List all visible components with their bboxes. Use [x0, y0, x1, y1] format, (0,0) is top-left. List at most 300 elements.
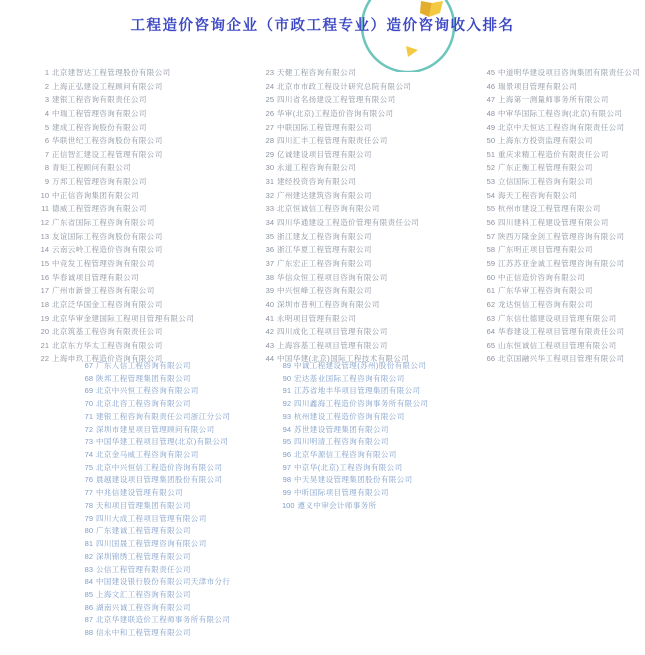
ranking-row [486, 161, 640, 175]
ranking-row [486, 216, 640, 230]
rank-number: 3 [44, 95, 49, 105]
rank-number: 69 [84, 386, 93, 396]
company-name: 深圳市建星项目管理顾问有限公司 [96, 424, 215, 434]
rank-number: 44 [265, 354, 274, 364]
company-name: 中国建设银行股份有限公司天津市分行 [96, 577, 231, 587]
ranking-row [84, 627, 230, 640]
company-name: 宏达基业国际工程咨询有限公司 [294, 373, 405, 383]
company-name: 广东省国际工程咨询有限公司 [52, 218, 155, 228]
rank-number: 45 [486, 68, 495, 77]
company-name: 深圳市普利工程咨询有限公司 [277, 299, 380, 309]
rank-number: 86 [84, 602, 93, 612]
company-name: 北京泛华国金工程咨询有限公司 [52, 299, 163, 309]
company-name: 北京北咨工程咨询有限公司 [96, 399, 191, 409]
ranking-row [486, 339, 640, 353]
rank-number: 2 [44, 81, 49, 91]
company-name: 中国华建工程项目管理(北京)有限公司 [96, 437, 229, 447]
rank-number: 42 [265, 327, 274, 337]
company-name: 友谊国际工程咨询股份有限公司 [52, 231, 163, 241]
company-name: 陕邦工程管理集团有限公司 [96, 373, 191, 383]
ranking-row [265, 230, 419, 244]
rank-number: 75 [84, 462, 93, 472]
ranking-row [40, 66, 194, 80]
company-name: 北京建智达工程管理股份有限公司 [52, 68, 171, 77]
ranking-row [84, 513, 230, 526]
ranking-row [84, 525, 230, 538]
ranking-row [84, 538, 230, 551]
ranking-row [265, 325, 419, 339]
ranking-row [40, 284, 194, 298]
ranking-row [84, 436, 230, 449]
rank-number: 7 [44, 149, 49, 159]
company-name: 德威工程管理咨询有限公司 [52, 204, 147, 214]
ranking-row [265, 80, 419, 94]
company-name: 北京中兴恒工程咨询有限公司 [96, 386, 199, 396]
ranking-row [282, 487, 428, 500]
rank-number: 13 [40, 231, 49, 241]
company-name: 上海容基工程项目管理有限公司 [277, 340, 388, 350]
ranking-row [282, 449, 428, 462]
rank-number: 33 [265, 204, 274, 214]
rank-number: 62 [486, 299, 495, 309]
company-name: 广东明正项目管理有限公司 [498, 245, 593, 255]
ranking-row [282, 411, 428, 424]
ranking-row [282, 474, 428, 487]
company-name: 华春建设工程项目管理有限责任公司 [498, 327, 625, 337]
ranking-row [84, 411, 230, 424]
company-name: 中昕国际项目管理有限公司 [294, 488, 389, 498]
company-name: 苏世建设管理集团有限公司 [294, 424, 389, 434]
ranking-row [84, 360, 230, 373]
company-name: 龙达恒信工程咨询有限公司 [498, 299, 593, 309]
company-name: 天和项目管理集团有限公司 [96, 500, 191, 510]
company-name: 万邦工程管理咨询有限公司 [52, 177, 147, 187]
rank-number: 24 [265, 81, 274, 91]
rank-number: 84 [84, 577, 93, 587]
rank-number: 67 [84, 361, 93, 370]
company-name: 北京华建联造价工程师事务所有限公司 [96, 615, 231, 625]
company-name: 四川明清工程咨询有限公司 [294, 437, 389, 447]
rank-number: 48 [486, 108, 495, 118]
company-name: 中竞发工程管理咨询有限公司 [52, 258, 155, 268]
ranking-row [40, 134, 194, 148]
ranking-row [282, 462, 428, 475]
ranking-row [265, 107, 419, 121]
rank-number: 4 [44, 108, 49, 118]
rank-number: 60 [486, 272, 495, 282]
company-name: 信永中和工程管理有限公司 [96, 628, 191, 638]
company-name: 中联国际工程管理有限公司 [277, 122, 372, 132]
ranking-row [265, 257, 419, 271]
decorative-triangle-icon [406, 46, 418, 57]
rank-number: 74 [84, 450, 93, 460]
ranking-row [84, 564, 230, 577]
company-name: 山东恒诚信工程项目管理有限公司 [498, 340, 617, 350]
company-name: 中正信造价咨询有限公司 [498, 272, 585, 282]
ranking-row [265, 148, 419, 162]
company-name: 公信工程管理有限责任公司 [96, 564, 191, 574]
company-name: 上海文汇工程咨询有限公司 [96, 589, 191, 599]
rank-number: 87 [84, 615, 93, 625]
company-name: 陕西万隆金剑工程管理咨询有限公司 [498, 231, 625, 241]
rank-number: 93 [282, 411, 291, 421]
rank-number: 64 [486, 327, 495, 337]
rank-number: 80 [84, 526, 93, 536]
company-name: 华春诚项目管理有限公司 [52, 272, 139, 282]
company-name: 华信众恒工程项目咨询有限公司 [277, 272, 388, 282]
ranking-row [40, 121, 194, 135]
ranking-row [40, 93, 194, 107]
rank-number: 19 [40, 313, 49, 323]
rank-number: 5 [44, 122, 49, 132]
rank-number: 38 [265, 272, 274, 282]
rank-number: 39 [265, 286, 274, 296]
rank-number: 59 [486, 258, 495, 268]
rank-number: 72 [84, 424, 93, 434]
ranking-row [265, 284, 419, 298]
ranking-row [486, 312, 640, 326]
ranking-row [282, 360, 428, 373]
ranking-row [40, 243, 194, 257]
ranking-row [40, 230, 194, 244]
ranking-row [84, 424, 230, 437]
ranking-row [486, 148, 640, 162]
rank-number: 49 [486, 122, 495, 132]
company-name: 深圳锦绣工程管理有限公司 [96, 551, 191, 561]
company-name: 广东人信工程咨询有限公司 [96, 361, 191, 370]
page-title: 工程造价咨询企业（市政工程专业）造价咨询收入排名 [130, 18, 515, 34]
ranking-row [282, 373, 428, 386]
rank-number: 8 [44, 163, 49, 173]
ranking-row [84, 551, 230, 564]
ranking-row [84, 385, 230, 398]
company-name: 北京筑基工程咨询有限责任公司 [52, 327, 163, 337]
rank-number: 37 [265, 258, 274, 268]
company-name: 中国华建(北京)国际工程技术有限公司 [277, 354, 410, 364]
company-name: 广州建达建筑咨询有限公司 [277, 190, 372, 200]
ranking-row [40, 257, 194, 271]
rank-number: 15 [40, 258, 49, 268]
rank-number: 95 [282, 437, 291, 447]
company-name: 天健工程咨询有限公司 [277, 68, 356, 77]
ranking-row [265, 161, 419, 175]
company-name: 中道明华建设项目咨询集团有限责任公司 [498, 68, 641, 77]
ranking-row [40, 216, 194, 230]
ranking-row [265, 66, 419, 80]
ranking-row [486, 66, 640, 80]
ranking-row [40, 325, 194, 339]
company-name: 北京国融兴华工程项目管理有限公司 [498, 354, 625, 364]
rank-number: 9 [44, 177, 49, 187]
company-name: 四川汇丰工程管理有限责任公司 [277, 136, 388, 146]
rank-number: 16 [40, 272, 49, 282]
rank-number: 28 [265, 136, 274, 146]
company-name: 广东宏正工程咨询有限公司 [277, 258, 372, 268]
rank-number: 89 [282, 361, 291, 370]
company-name: 亿诚建设项目管理有限公司 [277, 149, 372, 159]
rank-number: 53 [486, 177, 495, 187]
ranking-row [265, 175, 419, 189]
company-name: 广东建诚工程管理有限公司 [96, 526, 191, 536]
rank-number: 94 [282, 424, 291, 434]
company-name: 中正信咨询集团有限公司 [52, 190, 139, 200]
rank-number: 20 [40, 327, 49, 337]
company-name: 遵义中审会计师事务所 [297, 500, 377, 510]
company-name: 四川鑫海工程造价咨询事务所有限公司 [294, 399, 429, 409]
ranking-column-5 [282, 360, 428, 513]
ranking-row [84, 462, 230, 475]
ranking-row [84, 500, 230, 513]
rank-number: 78 [84, 500, 93, 510]
rank-number: 85 [84, 589, 93, 599]
ranking-row [84, 589, 230, 602]
company-name: 杭州建设工程造价咨询有限公司 [294, 411, 405, 421]
rank-number: 76 [84, 475, 93, 485]
company-name: 建银工程咨询有限责任公司 [52, 95, 147, 105]
company-name: 晨越建设项目管理集团股份有限公司 [96, 475, 223, 485]
rank-number: 66 [486, 354, 495, 364]
company-name: 上海第一测量师事务所有限公司 [498, 95, 609, 105]
rank-number: 18 [40, 299, 49, 309]
rank-number: 50 [486, 136, 495, 146]
rank-number: 100 [282, 500, 295, 510]
rank-number: 17 [40, 286, 49, 296]
company-name: 北京金马威工程咨询有限公司 [96, 450, 199, 460]
ranking-row [40, 148, 194, 162]
company-name: 中瑞工程管理咨询有限公司 [52, 108, 147, 118]
rank-number: 10 [40, 190, 49, 200]
ranking-row [265, 202, 419, 216]
company-name: 广东正衡工程管理有限公司 [498, 163, 593, 173]
ranking-row [265, 243, 419, 257]
ranking-row [40, 161, 194, 175]
rank-number: 58 [486, 245, 495, 255]
rank-number: 12 [40, 218, 49, 228]
company-name: 广东信仕德建设项目管理有限公司 [498, 313, 617, 323]
company-name: 四川建科工程建设管理有限公司 [498, 218, 609, 228]
company-name: 浙江建友工程咨询有限公司 [277, 231, 372, 241]
rank-number: 52 [486, 163, 495, 173]
company-name: 北京恒诚信工程咨询有限公司 [277, 204, 380, 214]
company-name: 四川华通建设工程造价管理有限责任公司 [277, 218, 420, 228]
rank-number: 31 [265, 177, 274, 187]
rank-number: 43 [265, 340, 274, 350]
ranking-row [265, 339, 419, 353]
company-name: 北京华源信工程咨询有限公司 [294, 450, 397, 460]
company-name: 云南云岭工程造价咨询有限公司 [52, 245, 163, 255]
rank-number: 81 [84, 539, 93, 549]
company-name: 上海正弘建设工程顾问有限公司 [52, 81, 163, 91]
ranking-row [40, 298, 194, 312]
ranking-row [265, 298, 419, 312]
ranking-row [486, 271, 640, 285]
ranking-row [40, 202, 194, 216]
company-name: 湖南兴诚工程咨询有限公司 [96, 602, 191, 612]
rank-number: 61 [486, 286, 495, 296]
ranking-row [282, 436, 428, 449]
ranking-row [282, 424, 428, 437]
ranking-row [486, 325, 640, 339]
company-name: 青矩工程顾问有限公司 [52, 163, 131, 173]
company-name: 中天昊建设管理集团股份有限公司 [294, 475, 413, 485]
ranking-column-1 [40, 66, 194, 366]
ranking-row [486, 298, 640, 312]
ranking-row [84, 614, 230, 627]
rank-number: 30 [265, 163, 274, 173]
rank-number: 41 [265, 313, 274, 323]
rank-number: 91 [282, 386, 291, 396]
company-name: 华审(北京)工程造价咨询有限公司 [277, 108, 394, 118]
rank-number: 55 [486, 204, 495, 214]
company-name: 中诚工程建设管理(苏州)股份有限公司 [294, 361, 427, 370]
rank-number: 1 [44, 68, 49, 77]
rank-number: 98 [282, 475, 291, 485]
company-name: 北京中兴恒信工程造价咨询有限公司 [96, 462, 223, 472]
ranking-row [84, 602, 230, 615]
rank-number: 34 [265, 218, 274, 228]
company-name: 立信国际工程咨询有限公司 [498, 177, 593, 187]
ranking-column-3 [486, 66, 640, 366]
rank-number: 68 [84, 373, 93, 383]
ranking-row [282, 398, 428, 411]
rank-number: 27 [265, 122, 274, 132]
ranking-row [40, 271, 194, 285]
rank-number: 11 [41, 204, 49, 214]
ranking-row [486, 352, 640, 366]
rank-number: 63 [486, 313, 495, 323]
ranking-row [40, 189, 194, 203]
rank-number: 73 [84, 437, 93, 447]
rank-number: 29 [265, 149, 274, 159]
company-name: 杭州市建设工程管理有限公司 [498, 204, 601, 214]
rank-number: 26 [265, 108, 274, 118]
company-name: 广东华审工程咨询有限公司 [498, 286, 593, 296]
decorative-circle-icon [362, 0, 454, 72]
company-name: 江苏省地丰华项目管理集团有限公司 [294, 386, 421, 396]
ranking-row [84, 398, 230, 411]
ranking-row [40, 107, 194, 121]
ranking-row [486, 243, 640, 257]
company-name: 中兴恒峰工程咨询有限公司 [277, 286, 372, 296]
rank-number: 14 [40, 245, 49, 255]
rank-number: 6 [44, 136, 49, 146]
company-name: 正信智汇建设工程管理有限公司 [52, 149, 163, 159]
ranking-row [282, 385, 428, 398]
rank-number: 22 [40, 354, 49, 364]
rank-number: 79 [84, 513, 93, 523]
ranking-row [84, 373, 230, 386]
rank-number: 71 [84, 411, 93, 421]
company-name: 上海申玖工程造价咨询有限公司 [52, 354, 163, 364]
ranking-row [84, 576, 230, 589]
ranking-row [486, 257, 640, 271]
ranking-row [40, 312, 194, 326]
rank-number: 82 [84, 551, 93, 561]
ranking-row [265, 93, 419, 107]
company-name: 上海东方投资监理有限公司 [498, 136, 593, 146]
company-name: 浙江华夏工程管理有限公司 [277, 245, 372, 255]
ranking-row [265, 134, 419, 148]
ranking-row [486, 80, 640, 94]
rank-number: 56 [486, 218, 495, 228]
rank-number: 21 [40, 340, 49, 350]
company-name: 建经投资咨询有限公司 [277, 177, 356, 187]
ranking-row [265, 189, 419, 203]
rank-number: 40 [265, 299, 274, 309]
rank-number: 23 [265, 68, 274, 77]
company-name: 建银工程咨询有限责任公司浙江分公司 [96, 411, 231, 421]
company-name: 北京华审金建国际工程项目管理有限公司 [52, 313, 195, 323]
rank-number: 88 [84, 628, 93, 638]
rank-number: 57 [486, 231, 495, 241]
company-name: 建成工程咨询股份有限公司 [52, 122, 147, 132]
rank-number: 65 [486, 340, 495, 350]
ranking-row [486, 189, 640, 203]
ranking-row [486, 175, 640, 189]
ranking-column-2 [265, 66, 419, 366]
ranking-row [282, 500, 428, 513]
company-name: 北京东方华太工程咨询有限公司 [52, 340, 163, 350]
rank-number: 96 [282, 450, 291, 460]
rank-number: 90 [282, 373, 291, 383]
company-name: 瑞景项目管理有限公司 [498, 81, 577, 91]
rank-number: 54 [486, 190, 495, 200]
ranking-row [84, 474, 230, 487]
rank-number: 35 [265, 231, 274, 241]
rank-number: 99 [282, 488, 291, 498]
ranking-row [84, 449, 230, 462]
ranking-row [486, 121, 640, 135]
ranking-row [486, 134, 640, 148]
rank-number: 46 [486, 81, 495, 91]
rank-number: 47 [486, 95, 495, 105]
rank-number: 77 [84, 488, 93, 498]
ranking-row [486, 93, 640, 107]
rank-number: 36 [265, 245, 274, 255]
company-name: 华联世纪工程咨询股份有限公司 [52, 136, 163, 146]
company-name: 中兆信建设管理有限公司 [96, 488, 183, 498]
company-name: 四川成化工程项目管理有限公司 [277, 327, 388, 337]
company-name: 永明项目管理有限公司 [277, 313, 356, 323]
company-name: 北京市市政工程设计研究总院有限公司 [277, 81, 412, 91]
company-name: 四川省名扬建设工程管理有限公司 [277, 95, 396, 105]
company-name: 重庆求精工程造价有限责任公司 [498, 149, 609, 159]
company-name: 北京中天恒达工程咨询有限责任公司 [498, 122, 625, 132]
ranking-row [486, 107, 640, 121]
ranking-row [265, 216, 419, 230]
company-name: 四川国晟工程管理咨询有限公司 [96, 539, 207, 549]
ranking-row [486, 202, 640, 216]
rank-number: 51 [486, 149, 495, 159]
ranking-row [265, 312, 419, 326]
company-name: 广州市新誉工程咨询有限公司 [52, 286, 155, 296]
ranking-row [486, 284, 640, 298]
rank-number: 70 [84, 399, 93, 409]
company-name: 中京华(北京)工程咨询有限公司 [294, 462, 403, 472]
company-name: 永道工程咨询有限公司 [277, 163, 356, 173]
ranking-row [40, 80, 194, 94]
ranking-row [40, 339, 194, 353]
company-name: 海天工程咨询有限公司 [498, 190, 577, 200]
title-decoration [0, 0, 645, 72]
rank-number: 83 [84, 564, 93, 574]
company-name: 四川大成工程项目管理有限公司 [96, 513, 207, 523]
rank-number: 92 [282, 399, 291, 409]
company-name: 中审华国际工程咨询(北京)有限公司 [498, 108, 623, 118]
rank-number: 25 [265, 95, 274, 105]
ranking-row [265, 271, 419, 285]
ranking-row [265, 121, 419, 135]
